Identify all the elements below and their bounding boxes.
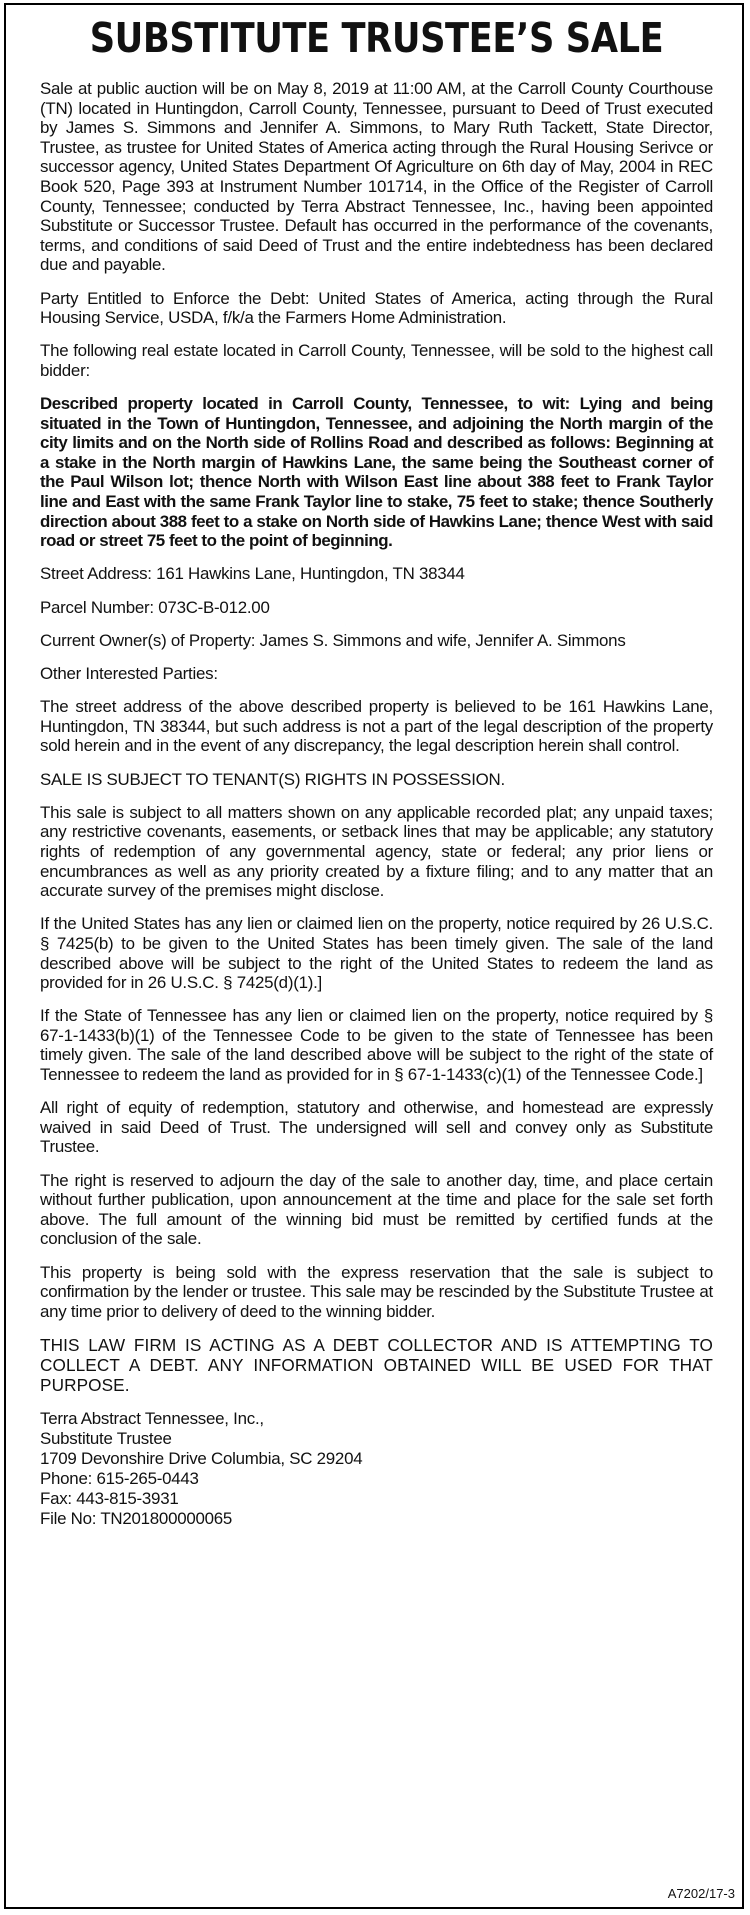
redemption-waiver-paragraph: All right of equity of redemption, statutory and otherwise, and homestead are expressly waived in said Deed of Trust. The undersigned will sell and convey only as Substitute Trustee. — [40, 1098, 713, 1157]
trustee-fax: Fax: 443-815-3931 — [40, 1488, 179, 1508]
interested-parties-line: Other Interested Parties: — [40, 664, 218, 683]
notice-title: SUBSTITUTE TRUSTEE’S SALE — [89, 14, 664, 62]
party-entitled-paragraph: Party Entitled to Enforce the Debt: United States of America, acting through the Rural Housing Service, USDA, f/k/a the Farmers Home Administration. — [40, 288, 713, 328]
matters-subject-paragraph: This sale is subject to all matters shown on any applicable recorded plat; any unpaid taxes; any restrictive covenants, easements, or setback lines that may be applicable; any statutory rights of redemption of any governmental agency, state or federal; any prior liens or encumbrances as well as any priority created by a fixture filing; and to any matter that an accurate survey of the premises might disclose. — [40, 802, 713, 901]
street-address-line: Street Address: 161 Hawkins Lane, Huntingdon, TN 38344 — [40, 564, 465, 584]
trustee-file-number: File No: TN201800000065 — [40, 1508, 233, 1528]
adjournment-paragraph: The right is reserved to adjourn the day of the sale to another day, time, and place certain without further publication, upon announcement at the time and place for the sale set forth above. The full amount of the winning bid must be remitted by certified funds at the conclusion of the sale. — [40, 1170, 713, 1249]
notice-frame — [4, 3, 744, 1909]
real-estate-intro-paragraph: The following real estate located in Carroll County, Tennessee, will be sold to the highest call bidder: — [40, 341, 713, 380]
trustee-signature-block — [40, 1409, 713, 1529]
rescission-paragraph: This property is being sold with the express reservation that the sale is subject to confirmation by the lender or trustee. This sale may be rescinded by the Substitute Trustee at any time prior to delivery of deed to the winning bidder. — [40, 1262, 713, 1321]
trustee-role: Substitute Trustee — [40, 1428, 172, 1448]
notice-body — [6, 5, 742, 1529]
parcel-number-line: Parcel Number: 073C-B-012.00 — [40, 597, 270, 617]
tenant-rights-line: SALE IS SUBJECT TO TENANT(S) RIGHTS IN POSSESSION. — [40, 769, 505, 789]
trustee-firm-name: Terra Abstract Tennessee, Inc., — [40, 1408, 264, 1428]
trustee-phone: Phone: 615-265-0443 — [40, 1468, 199, 1488]
property-description-paragraph: Described property located in Carroll County, Tennessee, to wit: Lying and being situated in the Town of Huntingdon, Tennessee, and adjoining the North margin of the city limits and on the North side of Rollins Road and described as follows: Beginning at a stake in the North margin of Hawkins Lane, the same being the Southeast corner of the Paul Wilson lot; thence North with Wilson East line about 388 feet to Frank Taylor line and East with the same Frank Taylor line to stake, 75 feet to stake; thence Southerly direction about 388 feet to a stake on North side of Hawkins Lane; thence West with said road or street 75 feet to the point of beginning. — [40, 394, 713, 551]
trustee-address: 1709 Devonshire Drive Columbia, SC 29204 — [40, 1448, 363, 1468]
current-owner-line: Current Owner(s) of Property: James S. Simmons and wife, Jennifer A. Simmons — [40, 630, 626, 650]
federal-lien-paragraph: If the United States has any lien or claimed lien on the property, notice required by 26 U.S.C. § 7425(b) to be given to the United States has been timely given. The sale of the land described above will be subject to the right of the United States to redeem the land as provided for in 26 U.S.C. § 7425(d)(1).] — [40, 914, 713, 993]
address-disclaimer-paragraph: The street address of the above described property is believed to be 161 Hawkins Lane, Huntingdon, TN 38344, but such address is not a part of the legal description of the property sold herein and in the event of any discrepancy, the legal description herein shall control. — [40, 697, 713, 756]
state-lien-paragraph: If the State of Tennessee has any lien or claimed lien on the property, notice required by § 67-1-1433(b)(1) of the Tennessee Code to be given to the state of Tennessee has been timely given. The sale of the land described above will be subject to the right of the state of Tennessee to redeem the land as provided for in § 67-1-1433(c)(1) of the Tennessee Code.] — [40, 1006, 713, 1085]
sale-details-paragraph: Sale at public auction will be on May 8, 2019 at 11:00 AM, at the Carroll County Courthouse (TN) located in Huntingdon, Carroll County, Tennessee, pursuant to Deed of Trust executed by James S. Simmons and Jennifer A. Simmons, to Mary Ruth Tackett, State Director, Trustee, as trustee for United States of America acting through the Rural Housing Serivce or successor agency, United States Department Of Agriculture on 6th day of May, 2004 in REC Book 520, Page 393 at Instrument Number 101714, in the Office of the Register of Carroll County, Tennessee; conducted by Terra Abstract Tennessee, Inc., having been appointed Substitute or Successor Trustee. Default has occurred in the performance of the covenants, terms, and conditions of said Deed of Trust and the entire indebtedness has been declared due and payable. — [40, 79, 713, 275]
debt-collector-notice: THIS LAW FIRM IS ACTING AS A DEBT COLLECTOR AND IS ATTEMPTING TO COLLECT A DEBT. ANY INFORMATION OBTAINED WILL BE USED FOR THAT PURPOSE. — [40, 1334, 713, 1395]
ad-reference-code: A7202/17-3 — [667, 1886, 735, 1901]
